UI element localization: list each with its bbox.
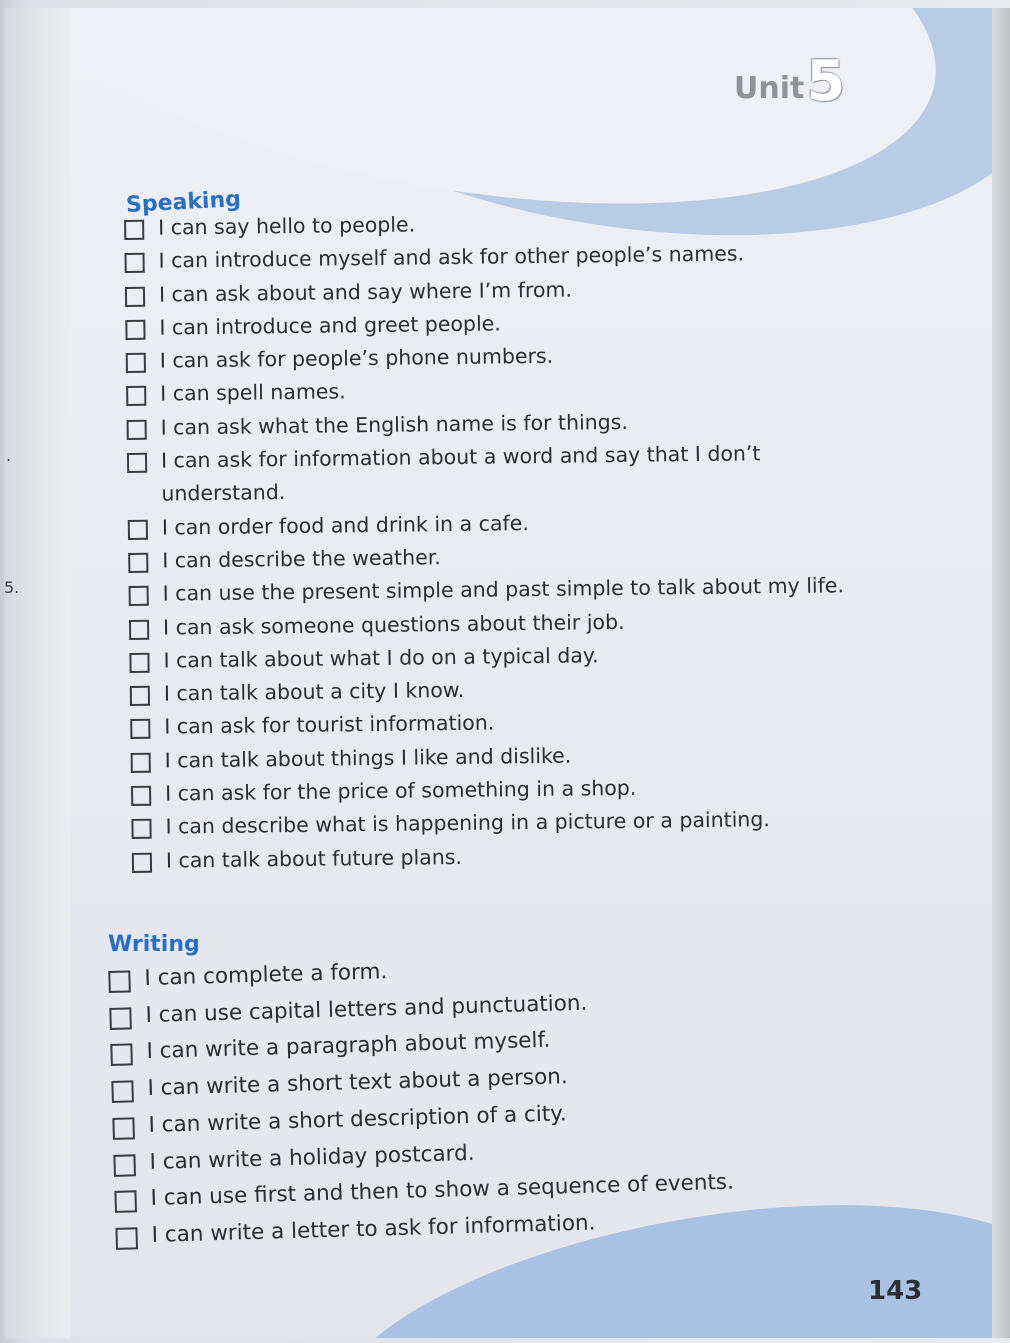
checklist-item-text: I can ask someone questions about their job. xyxy=(162,609,625,640)
checkbox[interactable] xyxy=(127,453,147,473)
checklist-item-text: I can say hello to people. xyxy=(158,212,416,240)
checkbox[interactable] xyxy=(131,752,151,772)
checklist-item-text: I can introduce and greet people. xyxy=(159,311,501,340)
checklist-item-text: I can talk about things I like and dislike. xyxy=(164,743,572,773)
checklist-item-text: I can use first and then to show a sequence of events. xyxy=(150,1169,735,1212)
checklist-item-text: I can ask about and say where I’m from. xyxy=(158,277,573,307)
checklist-item-text: I can ask what the English name is for things. xyxy=(160,409,629,440)
checkbox[interactable] xyxy=(109,1007,132,1030)
checkbox[interactable] xyxy=(114,1191,137,1214)
checkbox[interactable] xyxy=(128,519,148,539)
checkbox[interactable] xyxy=(125,253,145,273)
checkbox[interactable] xyxy=(128,553,148,573)
checklist-item-text: I can describe what is happening in a picture or a painting. xyxy=(165,807,771,839)
checkbox[interactable] xyxy=(129,653,149,673)
checklist-item-text: I can order food and drink in a cafe. xyxy=(161,510,529,540)
checklist-item-text: I can describe the weather. xyxy=(162,545,441,573)
checklist-item-text: I can write a short text about a person. xyxy=(147,1064,569,1102)
checkbox[interactable] xyxy=(112,1117,135,1140)
checkbox[interactable] xyxy=(126,386,146,406)
unit-number: 5 xyxy=(806,49,846,114)
checklist-item-text: I can talk about future plans. xyxy=(165,844,463,873)
checklist-item-text: I can ask for the price of something in a shop. xyxy=(164,775,637,806)
checkbox[interactable] xyxy=(108,970,131,993)
checkbox[interactable] xyxy=(110,1044,133,1067)
checklist-item-text: I can write a holiday postcard. xyxy=(149,1140,475,1175)
checklist-item-text: I can write a letter to ask for information. xyxy=(151,1210,596,1248)
checkbox[interactable] xyxy=(111,1080,134,1103)
checkbox[interactable] xyxy=(126,353,146,373)
speaking-section-title: Speaking xyxy=(125,187,242,218)
checkbox[interactable] xyxy=(132,852,152,872)
checkbox[interactable] xyxy=(129,586,149,606)
checkbox[interactable] xyxy=(130,719,150,739)
unit-label: Unit xyxy=(734,71,805,106)
checklist-item-text: I can talk about what I do on a typical day. xyxy=(163,643,599,673)
page-number: 143 xyxy=(868,1276,923,1306)
writing-checklist xyxy=(108,942,816,1255)
checklist-item-text: I can ask for information about a word and say that I don’t understand. xyxy=(160,441,761,506)
checkbox[interactable] xyxy=(115,1227,138,1250)
checklist-item-text: I can ask for people’s phone numbers. xyxy=(159,343,554,373)
checklist-item-text: I can ask for tourist information. xyxy=(164,710,495,739)
checklist-item xyxy=(127,437,778,512)
checkbox[interactable] xyxy=(125,320,145,340)
checkbox[interactable] xyxy=(125,286,145,306)
checklist-item-text: I can complete a form. xyxy=(144,959,388,991)
speaking-checklist xyxy=(124,204,845,878)
margin-mark: 5. xyxy=(4,578,20,597)
checklist-item-text: I can use the present simple and past simple to talk about my life. xyxy=(162,573,845,606)
previous-page-edge xyxy=(4,8,76,1338)
checkbox[interactable] xyxy=(131,819,151,839)
checklist-item-text: I can introduce myself and ask for other people’s names. xyxy=(158,241,745,273)
checkbox[interactable] xyxy=(130,686,150,706)
margin-mark: . xyxy=(6,446,12,465)
checkbox[interactable] xyxy=(129,619,149,639)
checklist-item-text: I can use capital letters and punctuation. xyxy=(145,990,588,1028)
writing-section-title: Writing xyxy=(108,932,200,957)
checklist-item-text: I can write a short description of a city. xyxy=(148,1101,568,1138)
checklist-item-text: I can talk about a city I know. xyxy=(163,678,465,706)
checkbox[interactable] xyxy=(113,1154,136,1177)
checkbox[interactable] xyxy=(124,220,144,240)
checkbox[interactable] xyxy=(131,786,151,806)
checklist-item-text: I can write a paragraph about myself. xyxy=(146,1028,551,1065)
unit-heading xyxy=(734,49,846,114)
checklist-item-text: I can spell names. xyxy=(160,379,346,407)
page-edge-right xyxy=(992,8,1010,1338)
checkbox[interactable] xyxy=(127,420,147,440)
